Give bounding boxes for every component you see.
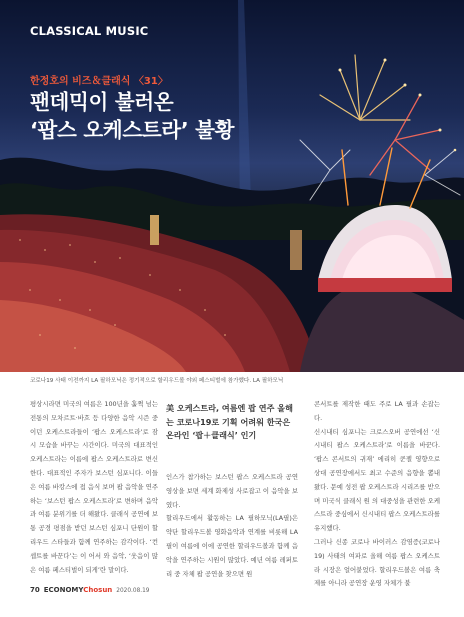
paragraph: 인스가 참가하는 보스턴 팝스 오케스트라 공연 영상을 보면 세계 화제성 사로잡고 이 음악을 보였다.	[166, 473, 298, 509]
brand-economy: ECONOMY	[43, 586, 84, 594]
issue-date: 2020.08.19	[116, 588, 150, 594]
page-number: 70	[30, 586, 40, 594]
paragraph: 평상시라면 미국의 여름은 100년을 훌쩍 넘는 전통의 모차르트·바흐 등 다양한 음악 시즌 중이던 오케스트라들이 ‘팝스 오케스트라’로 잠시 모습을 바꾸는 시간이다. 미국의 대표적인 오케스트라는 이름에 팝스 오케스트라로 변신한다. 대표적인 주자가 보스턴 심포니다. 이들은 여름 바캉스에 접 음식 보며 팝 음악을 연주하는 ‘보스턴 팝스 오케스트라’로 변하며 음악과 여름 분위기를 더 해왔다. 클래식 공연에 보통 공경 평점을 받던 보스턴 심포니 단원이 할리우드 스타들과 함께 연주하는 감각이다. ‘컨셉트를 바꾼다’는 이 어서 와 음악, ‘웃음이 많은 여름 페스티벌이 되게’란 말이다.	[30, 400, 158, 574]
headline-line-2: ‘팝스 오케스트라’ 불황	[30, 118, 235, 142]
page-footer	[30, 586, 150, 594]
paragraph: 콘서트를 제작한 때도 주로 LA 필과 손잡는다.	[314, 400, 440, 422]
pull-quote: 美 오케스트라, 여름엔 팝 연주 올해는 코로나19로 기획 어려워 한국은 온라인 ‘팝＋클래식’ 인기	[166, 403, 293, 441]
photo-caption: 코로나19 사태 이전까지 LA 필하모닉은 정기적으로 할리우드볼 야외 페스티벌에 참가했다. LA 필하모닉	[30, 378, 284, 384]
magazine-brand	[44, 586, 113, 594]
section-tag: CLASSICAL MUSIC	[30, 24, 149, 38]
article-column-1	[30, 398, 158, 577]
paragraph: 할리우드에서 활동하는 LA 필하모닉(LA필)은 약단 할리우드볼 영화음악과 연계를 비롯해 LA 필이 여름에 이에 공연한 할리우드볼과 함께 음악을 연주하는 시원이 많았다. 예년 여름 레퍼토리 중 자체 팝 공연을 찾으면 원	[166, 514, 298, 578]
paragraph: 그러나 신종 코로나 바이러스 감염증(코로나19) 사태의 여파로 올해 여름 팝스 오케스트라 시장은 얼어붙었다. 할리우드볼은 여름 축제를 아니라 공연장 운영 자체가 불	[314, 537, 440, 588]
paragraph: 신시내티 심포니는 크로스오버 공연에선 ‘신시내티 팝스 오케스트라’로 이름을 바꾼다. ‘팝스 콘서트의 귀재’ 에리히 쿤젤 영향으로 상대 공연장에서도 최고 수준의 음향을 뽐내왔다. 문예 성전 팝 오케스트라 시리즈를 받으며 미국식 클래식 원 의 대중성을 관련한 오케스트라 중심에서 신시내티 팝스 오케스트라를 유지했다.	[314, 427, 440, 533]
headline	[30, 88, 234, 144]
article-column-3	[314, 398, 440, 591]
brand-chosun: Chosun	[83, 586, 113, 594]
series-label: 한정호의 비즈＆클래식 〈31〉	[30, 76, 168, 87]
headline-line-1: 팬데믹이 불러온	[30, 90, 174, 114]
